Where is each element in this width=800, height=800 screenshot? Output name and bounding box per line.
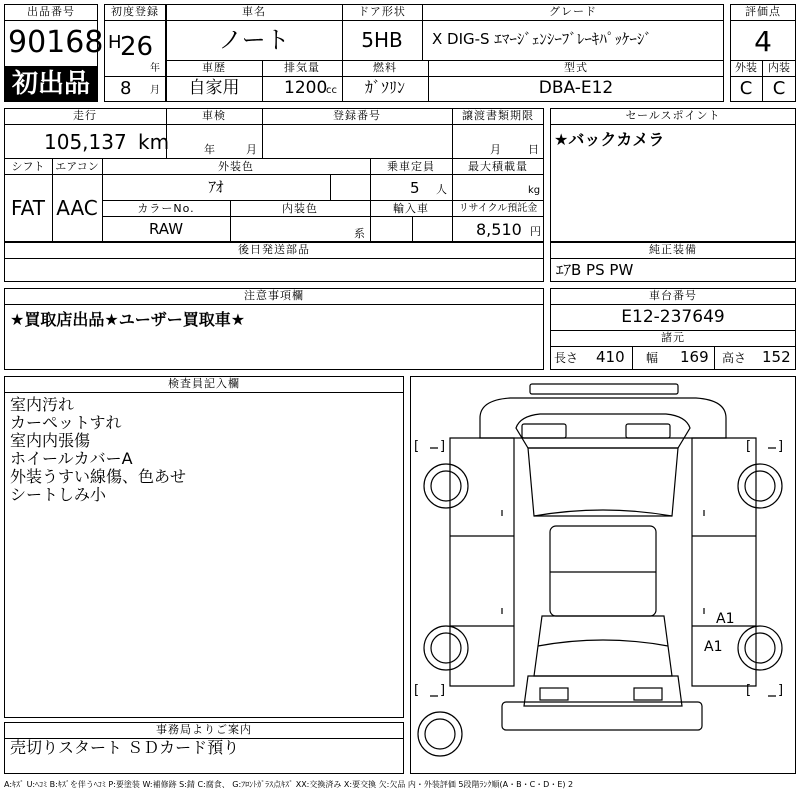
- inspection-month-unit: 月: [246, 143, 257, 156]
- inspector-label: 検査員記入欄: [168, 377, 240, 390]
- registration-era: H: [108, 32, 122, 53]
- bracket-right-top-close: ]: [778, 439, 784, 454]
- bracket-left-top-close: ]: [440, 439, 446, 454]
- exterior-grade-label: 外装: [735, 61, 757, 74]
- mileage: 105,137: [44, 130, 127, 154]
- registration-number-label: 登録番号: [333, 109, 381, 122]
- inspector-note: 室内汚れ: [10, 395, 75, 414]
- capacity: 5: [410, 179, 420, 197]
- height: 152: [762, 348, 791, 366]
- history: 自家用: [188, 78, 240, 98]
- equipment-text: ｴｱB PS PW: [556, 261, 634, 279]
- inspector-note: シートしみ小: [10, 485, 107, 504]
- sales-points-box: [550, 108, 796, 242]
- fuel-label: 燃料: [373, 61, 397, 74]
- interior-color-suffix: 系: [354, 227, 365, 240]
- sales-points-text: ★バックカメラ: [554, 130, 665, 149]
- caution-label: 注意事項欄: [244, 289, 304, 302]
- specs-grid: [4, 108, 544, 242]
- yen-unit: 円: [530, 225, 541, 238]
- chassis-number: E12-237649: [621, 307, 725, 327]
- grade-label: グレード: [549, 5, 597, 18]
- first-listing-badge: 初出品: [4, 66, 98, 102]
- import-label: 輸入車: [393, 202, 429, 215]
- lot-number: 90168: [8, 25, 104, 60]
- shift-label: シフト: [11, 160, 45, 173]
- door-type: 5HB: [361, 28, 403, 52]
- exterior-grade: C: [739, 78, 753, 99]
- sales-points-label: セールスポイント: [625, 109, 721, 122]
- inspection-year-unit: 年: [204, 143, 215, 156]
- person-unit: 人: [436, 183, 447, 196]
- bracket-left-top: [: [414, 439, 420, 454]
- inspector-note: 外装うすい線傷、色あせ: [10, 467, 187, 486]
- office-label: 事務局よりご案内: [156, 723, 252, 736]
- grade: X DIG-S ｴﾏｰｼﾞｪﾝｼｰﾌﾞﾚｰｷﾊﾟｯｹｰｼﾞ: [432, 30, 652, 48]
- displacement: 1200: [284, 78, 328, 98]
- cc-unit: cc: [326, 85, 337, 96]
- bracket-right-bottom-close: ]: [778, 683, 784, 698]
- model-label: 型式: [564, 61, 588, 74]
- mileage-label: 走行: [73, 109, 97, 122]
- exterior-color-label: 外装色: [218, 160, 254, 173]
- transfer-deadline-label: 譲渡書類期限: [462, 109, 534, 122]
- interior-grade-label: 内装: [768, 61, 790, 74]
- score-label: 評価点: [745, 5, 781, 18]
- displacement-label: 排気量: [284, 61, 320, 74]
- bracket-right-top: [: [746, 439, 752, 454]
- legend: A:ｷｽﾞ U:ﾍｺﾐ B:ｷｽﾞを伴うﾍｺﾐ P:要塗装 W:補修跡 S:錆 C:腐食、 G:ﾌﾛﾝﾄｶﾞﾗｽ点ｷｽﾞ XX:交換済み X:要交換 欠:欠品 内・外装評価 5段階ﾗﾝｸ順(A・B・C・D・E) 2: [4, 780, 574, 789]
- inspector-note: カーペットすれ: [10, 413, 122, 432]
- office-text: 売切りスタート ＳＤカード預り: [10, 738, 240, 757]
- history-label: 車歴: [202, 61, 226, 74]
- color-number-label: カラーNo.: [137, 202, 195, 215]
- width-label: 幅: [646, 351, 659, 365]
- car-name-label: 車名: [242, 5, 266, 18]
- inspector-note: ホイールカバーA: [10, 449, 133, 468]
- km-unit: km: [138, 130, 170, 154]
- shift: FAT: [10, 196, 45, 220]
- car-diagram: [410, 376, 796, 774]
- transfer-day-unit: 日: [528, 143, 539, 156]
- model: DBA-E12: [538, 78, 614, 98]
- inspector-note: 室内内張傷: [10, 431, 91, 450]
- chassis-label: 車台番号: [649, 289, 697, 302]
- ac-label: エアコン: [55, 160, 99, 173]
- ac: AAC: [56, 196, 98, 220]
- transfer-month-unit: 月: [490, 143, 501, 156]
- caution-text: ★買取店出品★ユーザー買取車★: [10, 310, 246, 329]
- registration-label: 初度登録: [111, 5, 159, 18]
- score: 4: [754, 25, 772, 58]
- damage-mark: A1: [704, 639, 723, 655]
- later-parts-label: 後日発送部品: [238, 243, 310, 256]
- bracket-right-bottom: [: [746, 683, 752, 698]
- capacity-label: 乗車定員: [387, 160, 435, 173]
- fuel: ｶﾞｿﾘﾝ: [364, 78, 405, 97]
- exterior-color: ｱｵ: [208, 178, 224, 196]
- door-label: ドア形状: [358, 5, 406, 18]
- bracket-left-bottom-close: ]: [440, 683, 446, 698]
- recycle-label: リサイクル預託金: [458, 203, 538, 214]
- inspection-label: 車検: [202, 109, 226, 122]
- length-label: 長さ: [554, 351, 579, 365]
- length: 410: [596, 348, 625, 366]
- car-name: ノート: [218, 26, 290, 54]
- specs-label: 諸元: [661, 331, 685, 344]
- kg-unit: kg: [528, 185, 541, 196]
- year-unit: 年: [150, 63, 160, 74]
- equipment-label: 純正装備: [649, 243, 697, 256]
- month-unit: 月: [150, 85, 160, 96]
- bracket-left-bottom: [: [414, 683, 420, 698]
- registration-year: 26: [120, 32, 154, 62]
- lot-label: 出品番号: [27, 5, 75, 18]
- interior-color-label: 内装色: [282, 202, 318, 215]
- recycle-fee: 8,510: [476, 220, 522, 239]
- height-label: 高さ: [722, 351, 747, 365]
- interior-grade: C: [772, 78, 786, 99]
- width: 169: [680, 348, 709, 366]
- max-load-label: 最大積載量: [468, 160, 528, 173]
- registration-month: 8: [120, 78, 132, 99]
- color-number: RAW: [148, 220, 184, 238]
- damage-mark: A1: [716, 611, 735, 627]
